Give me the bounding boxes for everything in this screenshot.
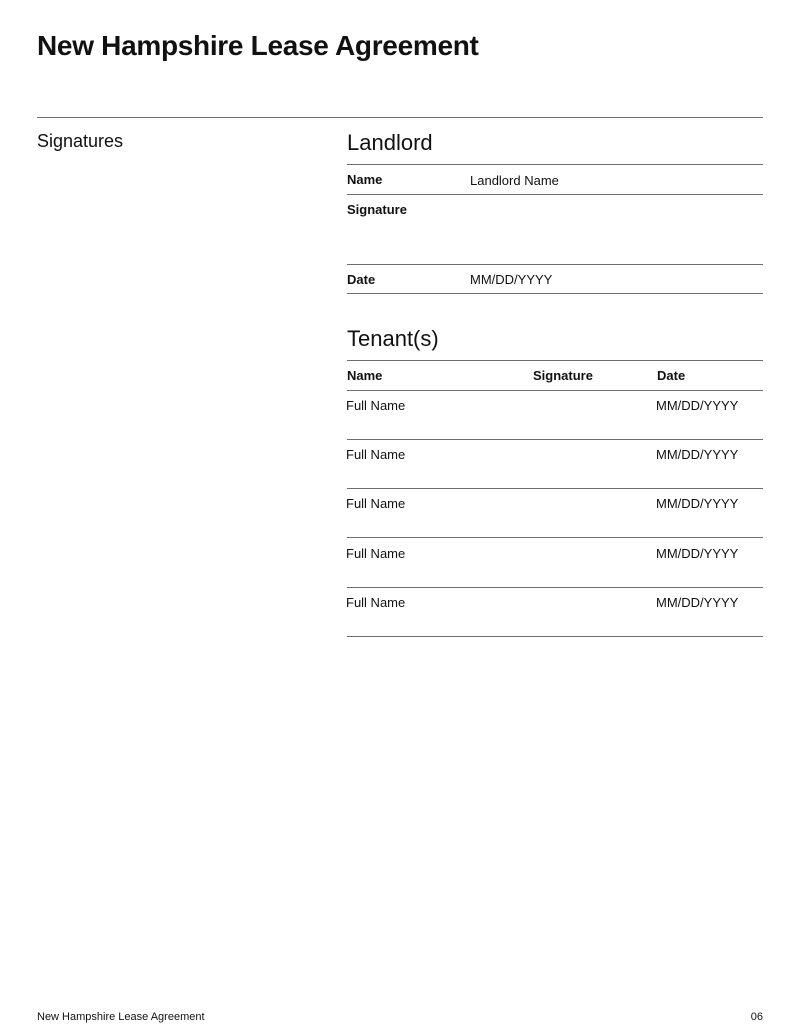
divider (347, 194, 763, 195)
tenant-date-field[interactable]: MM/DD/YYYY (656, 545, 739, 561)
tenants-heading: Tenant(s) (347, 326, 439, 351)
landlord-name-field[interactable]: Landlord Name (470, 173, 559, 188)
tenant-signature-field[interactable] (527, 588, 637, 634)
divider (347, 360, 763, 361)
landlord-signature-label: Signature (347, 202, 407, 217)
landlord-date-label: Date (347, 272, 376, 287)
tenant-name-field[interactable]: Full Name (346, 594, 406, 610)
tenant-row (347, 588, 763, 636)
page-title: New Hampshire Lease Agreement (37, 30, 479, 61)
tenant-row (347, 539, 763, 587)
tenant-signature-field[interactable] (527, 391, 637, 437)
tenant-name-field[interactable]: Full Name (346, 398, 406, 413)
landlord-signature-field[interactable] (470, 196, 763, 262)
divider (347, 164, 763, 165)
section-heading: Signatures (37, 131, 124, 151)
tenant-date-field[interactable]: MM/DD/YYYY (656, 398, 739, 413)
landlord-date-field[interactable]: MM/DD/YYYY (470, 272, 553, 287)
tenant-row (347, 440, 763, 488)
divider (37, 117, 763, 118)
tenant-signature-field[interactable] (527, 440, 637, 486)
tenant-date-field[interactable]: MM/DD/YYYY (656, 496, 739, 512)
tenant-name-field[interactable]: Full Name (346, 447, 406, 463)
page-number: 06 (750, 1011, 763, 1023)
column-header-name: Name (347, 368, 383, 383)
landlord-name-label: Name (347, 172, 383, 187)
tenant-name-field[interactable]: Full Name (346, 545, 406, 561)
divider (347, 293, 763, 294)
tenant-row (347, 391, 763, 439)
divider (347, 636, 763, 637)
tenant-name-field[interactable]: Full Name (346, 496, 406, 512)
tenant-date-field[interactable]: MM/DD/YYYY (656, 447, 739, 463)
tenant-date-field[interactable]: MM/DD/YYYY (656, 594, 739, 610)
landlord-heading: Landlord (347, 130, 433, 155)
tenant-signature-field[interactable] (527, 489, 637, 535)
column-header-signature: Signature (533, 368, 593, 383)
column-header-date: Date (657, 368, 686, 383)
tenant-signature-field[interactable] (527, 539, 637, 585)
footer-title: New Hampshire Lease Agreement (37, 1011, 205, 1023)
tenant-row (347, 489, 763, 537)
divider (347, 264, 763, 265)
